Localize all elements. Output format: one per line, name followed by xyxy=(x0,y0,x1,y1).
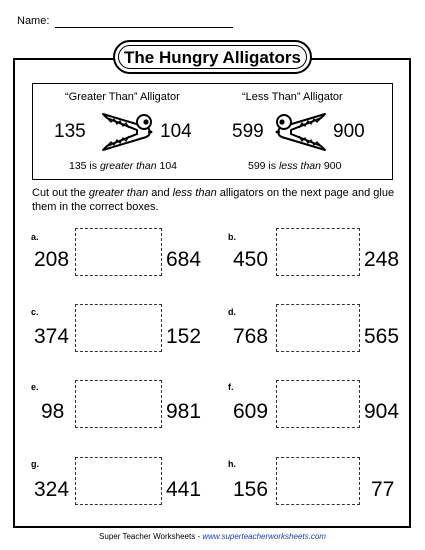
problem-d-left-number: 768 xyxy=(233,325,269,348)
problem-g-answer-box[interactable] xyxy=(75,457,162,505)
problem-f-letter: f. xyxy=(228,382,234,392)
example-box xyxy=(32,83,393,180)
greater-caption-em: greater than xyxy=(99,160,157,172)
problem-c-right-number: 152 xyxy=(166,325,202,348)
greater-than-alligator-icon xyxy=(99,110,157,154)
problem-a-right-number: 684 xyxy=(166,248,202,271)
problem-b-left-number: 450 xyxy=(233,248,269,271)
less-example-right-number: 900 xyxy=(333,121,365,142)
greater-example-caption xyxy=(69,160,177,172)
problem-h-answer-box[interactable] xyxy=(276,457,360,505)
title-banner xyxy=(113,40,312,74)
problem-a-answer-box[interactable] xyxy=(75,228,162,276)
footer-link[interactable]: www.superteacherworksheets.com xyxy=(202,532,326,541)
instructions-em-greater: greater than xyxy=(88,187,149,199)
problem-g-right-number: 441 xyxy=(166,478,202,501)
less-example-caption xyxy=(248,160,341,172)
instructions-pre: Cut out the xyxy=(32,187,89,199)
problem-d-answer-box[interactable] xyxy=(276,304,360,352)
problem-h-left-number: 156 xyxy=(233,478,269,501)
instructions-em-less: less than xyxy=(172,187,217,199)
problem-h-letter: h. xyxy=(228,459,236,469)
problem-b-answer-box[interactable] xyxy=(276,228,360,276)
problem-g-letter: g. xyxy=(31,459,39,469)
instructions-post: alligators on the next page and glue them in the correct boxes. xyxy=(32,187,395,213)
footer-text: Super Teacher Worksheets - xyxy=(99,532,203,541)
problem-c-letter: c. xyxy=(31,307,39,317)
less-example-title: “Less Than” Alligator xyxy=(242,91,343,103)
problem-f-left-number: 609 xyxy=(233,400,269,423)
greater-example-title: “Greater Than” Alligator xyxy=(65,91,180,103)
problem-e-answer-box[interactable] xyxy=(75,380,162,428)
name-input-line[interactable] xyxy=(55,27,233,28)
greater-example-left-number: 135 xyxy=(54,121,86,142)
problem-c-answer-box[interactable] xyxy=(75,304,162,352)
problem-b-letter: b. xyxy=(228,232,236,242)
problem-a-left-number: 208 xyxy=(34,248,70,271)
problem-b-right-number: 248 xyxy=(364,248,400,271)
problem-d-right-number: 565 xyxy=(364,325,400,348)
problem-g-left-number: 324 xyxy=(34,478,70,501)
problem-f-right-number: 904 xyxy=(364,400,400,423)
less-caption-pre: 599 is xyxy=(248,160,279,172)
problem-a-letter: a. xyxy=(31,232,39,242)
less-example-left-number: 599 xyxy=(232,121,264,142)
problem-e-right-number: 981 xyxy=(166,400,202,423)
greater-caption-post: 104 xyxy=(156,160,177,172)
greater-example-right-number: 104 xyxy=(160,121,192,142)
less-caption-em: less than xyxy=(278,160,321,172)
greater-caption-pre: 135 is xyxy=(69,160,100,172)
problem-f-answer-box[interactable] xyxy=(276,380,360,428)
problem-h-right-number: 77 xyxy=(371,478,395,501)
page-title: The Hungry Alligators xyxy=(124,48,301,67)
footer xyxy=(0,532,425,541)
problem-d-letter: d. xyxy=(228,307,236,317)
problem-c-left-number: 374 xyxy=(34,325,70,348)
name-label: Name: xyxy=(17,15,50,27)
problem-e-left-number: 98 xyxy=(41,400,65,423)
less-than-alligator-icon xyxy=(271,110,329,154)
instructions xyxy=(32,186,402,214)
instructions-mid: and xyxy=(148,187,173,199)
less-caption-post: 900 xyxy=(320,160,342,172)
problem-e-letter: e. xyxy=(31,382,39,392)
